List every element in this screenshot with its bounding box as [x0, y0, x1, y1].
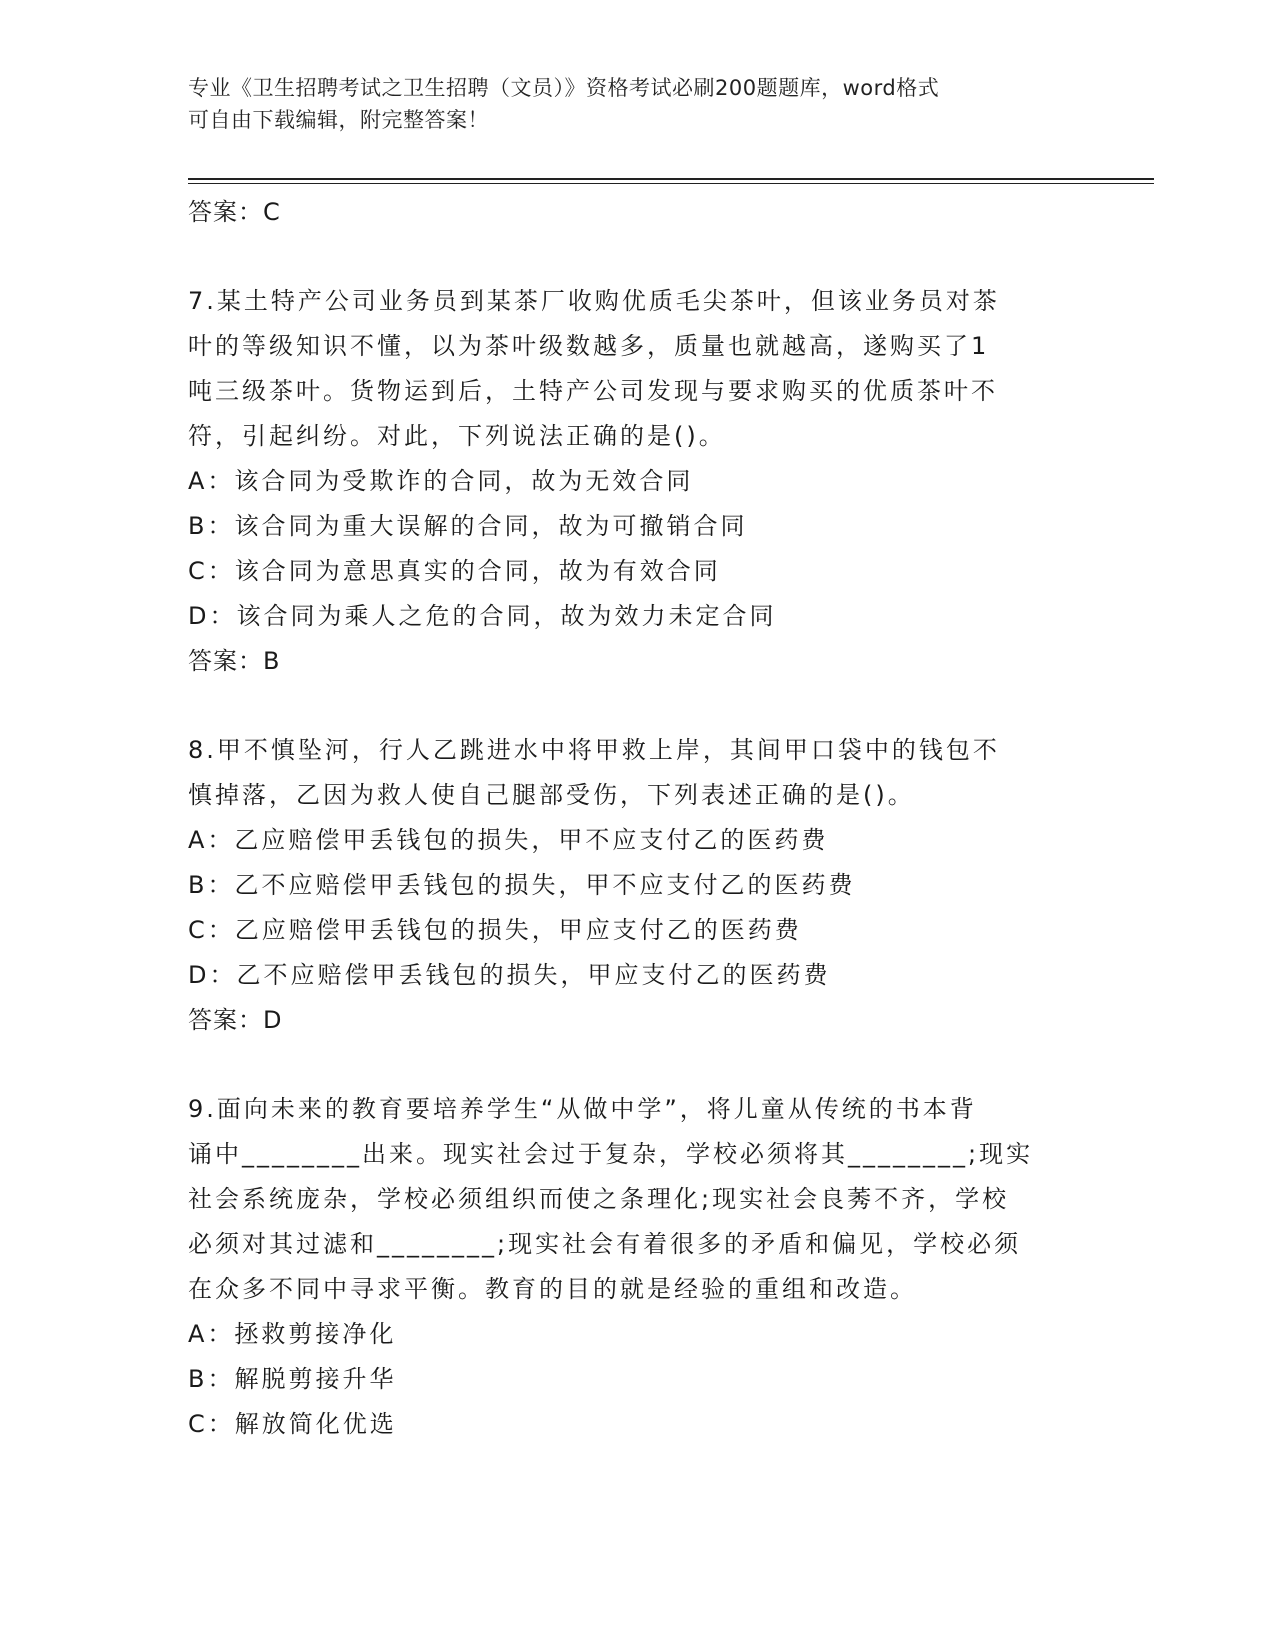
question-8-answer: 答案：D	[188, 1006, 283, 1034]
header-line-1: 专业《卫生招聘考试之卫生招聘（文员）》资格考试必刷200题题库，word格式	[188, 76, 940, 100]
question-7-option-b: B：该合同为重大误解的合同，故为可撤销合同	[188, 512, 748, 540]
header-line-2: 可自由下载编辑，附完整答案！	[188, 108, 489, 132]
question-8-option-b: B：乙不应赔偿甲丢钱包的损失，甲不应支付乙的医药费	[188, 871, 856, 899]
question-7-option-d: D：该合同为乘人之危的合同，故为效力未定合同	[188, 602, 777, 630]
question-9-line: 在众多不同中寻求平衡。教育的目的就是经验的重组和改造。	[188, 1275, 917, 1303]
previous-answer: 答案：C	[188, 198, 281, 226]
question-8	[188, 728, 1088, 1043]
question-7-line: 符，引起纠纷。对此，下列说法正确的是()。	[188, 422, 726, 450]
question-7-option-a: A：该合同为受欺诈的合同，故为无效合同	[188, 467, 694, 495]
question-8-option-a: A：乙应赔偿甲丢钱包的损失，甲不应支付乙的医药费	[188, 826, 829, 854]
question-7-option-c: C：该合同为意思真实的合同，故为有效合同	[188, 557, 721, 585]
document-header	[188, 72, 1068, 136]
question-7-line: 叶的等级知识不懂，以为茶叶级数越多，质量也就越高，遂购买了1	[188, 332, 990, 360]
header-rule-thick	[188, 178, 1154, 180]
question-9-line: 必须对其过滤和________;现实社会有着很多的矛盾和偏见，学校必须	[188, 1230, 1022, 1258]
question-9-line: 社会系统庞杂，学校必须组织而使之条理化;现实社会良莠不齐，学校	[188, 1185, 1010, 1213]
question-8-option-c: C：乙应赔偿甲丢钱包的损失，甲应支付乙的医药费	[188, 916, 802, 944]
question-8-line: 8.甲不慎坠河，行人乙跳进水中将甲救上岸，其间甲口袋中的钱包不	[188, 736, 1000, 764]
question-7-line: 7.某土特产公司业务员到某茶厂收购优质毛尖茶叶，但该业务员对茶	[188, 287, 1000, 315]
question-9-line: 9.面向未来的教育要培养学生“从做中学”，将儿童从传统的书本背	[188, 1095, 977, 1123]
question-8-line: 慎掉落，乙因为救人使自己腿部受伤，下列表述正确的是()。	[188, 781, 915, 809]
question-7-answer: 答案：B	[188, 647, 281, 675]
question-7-line: 吨三级茶叶。货物运到后，土特产公司发现与要求购买的优质茶叶不	[188, 377, 998, 405]
question-9	[188, 1087, 1088, 1447]
document-body	[188, 190, 1088, 1447]
question-9-option-a: A：拯救剪接净化	[188, 1320, 397, 1348]
spacer	[188, 1043, 1088, 1087]
question-9-option-c: C：解放简化优选	[188, 1410, 397, 1438]
question-9-option-b: B：解脱剪接升华	[188, 1365, 397, 1393]
header-rule-thin	[188, 183, 1154, 184]
spacer	[188, 684, 1088, 728]
question-7	[188, 279, 1088, 684]
question-9-line: 诵中________出来。现实社会过于复杂，学校必须将其________;现实	[188, 1140, 1034, 1168]
spacer	[188, 235, 1088, 279]
question-8-option-d: D：乙不应赔偿甲丢钱包的损失，甲应支付乙的医药费	[188, 961, 831, 989]
